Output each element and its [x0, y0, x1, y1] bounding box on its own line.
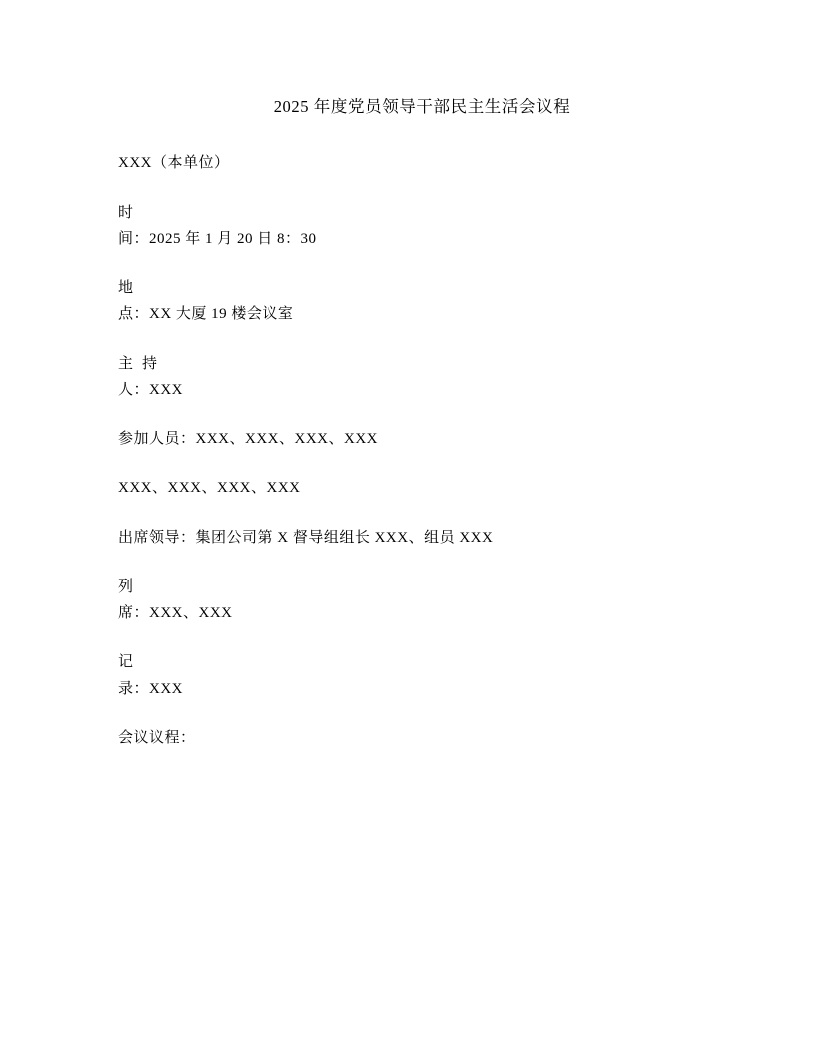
- leaders-line: 出席领导：集团公司第 X 督导组组长 XXX、组员 XXX: [118, 529, 494, 546]
- spacer: [118, 551, 720, 574]
- spacer: [118, 502, 720, 525]
- unit-line: XXX（本单位）: [118, 155, 230, 172]
- agenda-heading: 会议议程：: [118, 729, 196, 746]
- spacer: [118, 403, 720, 426]
- time-label: 时: [118, 204, 134, 221]
- participants-line: 参加人员：XXX、XXX、XXX、XXX: [118, 431, 378, 448]
- place-label: 地: [118, 280, 134, 297]
- page-title: 2025 年度党员领导干部民主生活会议程: [273, 97, 571, 116]
- participants-line-2: XXX、XXX、XXX、XXX: [118, 480, 301, 497]
- host-label: 主 持: [118, 355, 158, 372]
- spacer: [118, 702, 720, 725]
- spacer: [118, 626, 720, 649]
- host-value: 人：XXX: [118, 381, 183, 398]
- spacer: [118, 328, 720, 351]
- spacer: [118, 177, 720, 200]
- attendance-label: 列: [118, 578, 134, 595]
- spacer: [118, 452, 720, 475]
- place-value: 点：XX 大厦 19 楼会议室: [118, 306, 294, 323]
- attendance-value: 席：XXX、XXX: [118, 605, 233, 622]
- spacer: [118, 252, 720, 275]
- recorder-label: 记: [118, 654, 134, 671]
- recorder-value: 录：XXX: [118, 680, 183, 697]
- spacer: [118, 120, 720, 150]
- time-value: 间：2025 年 1 月 20 日 8：30: [118, 230, 317, 247]
